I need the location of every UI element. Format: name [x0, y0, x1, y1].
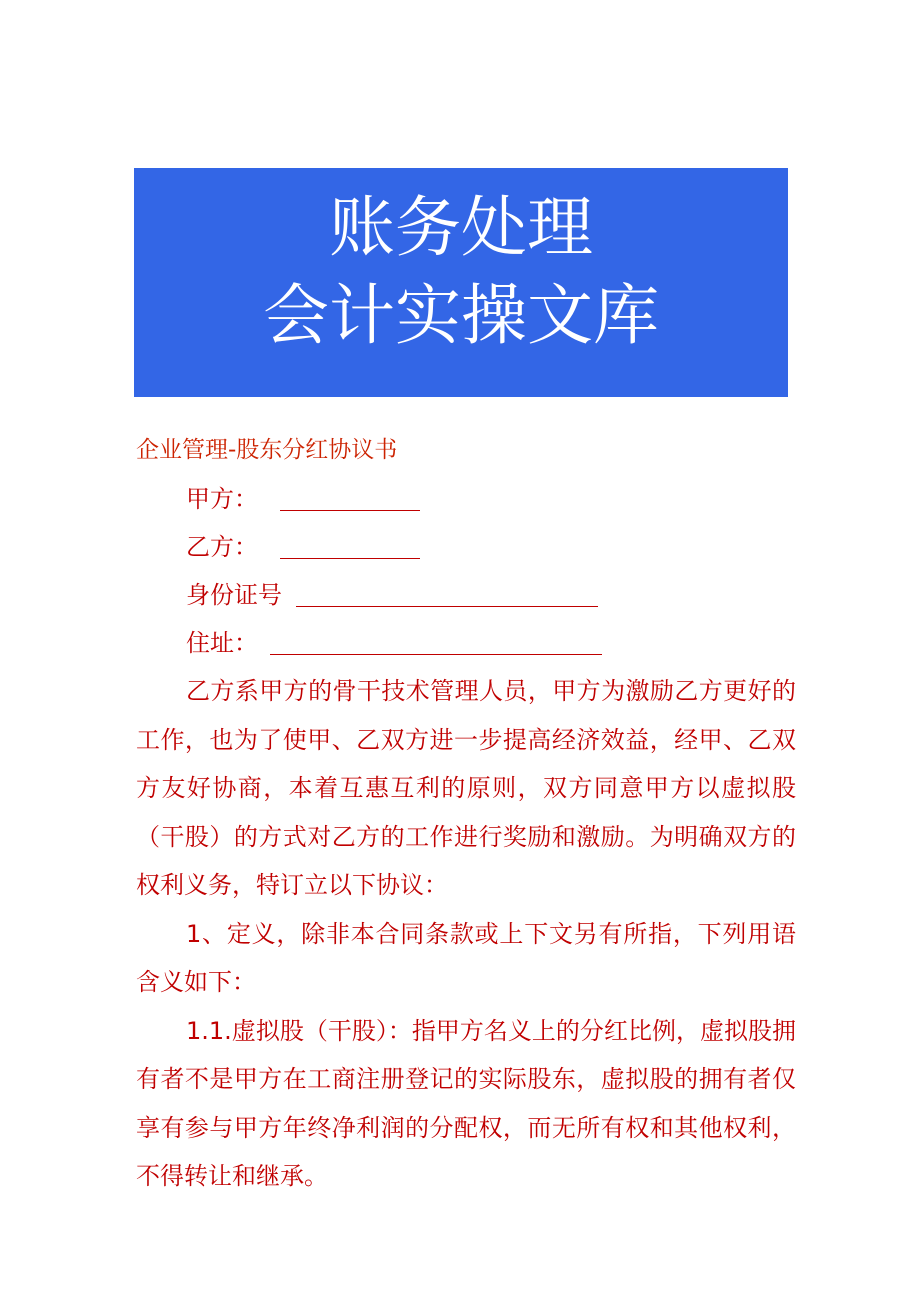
address-label: 住址： — [186, 629, 258, 657]
id-number-field — [136, 571, 796, 619]
party-b-field — [136, 523, 796, 571]
party-b-blank — [280, 528, 420, 559]
id-number-label: 身份证号 — [186, 581, 282, 609]
intro-paragraph: 乙方系甲方的骨干技术管理人员，甲方为激励乙方更好的工作，也为了使甲、乙双方进一步提高经济效益，经甲、乙双方友好协商，本着互惠互利的原则，双方同意甲方以虚拟股（干股）的方式对乙方的工作进行奖励和激励。为明确双方的权利义务，特订立以下协议： — [136, 677, 796, 899]
address-blank — [270, 624, 602, 655]
address-field — [136, 619, 796, 667]
virtual-share-paragraph: 1.1.虚拟股（干股）：指甲方名义上的分红比例，虚拟股拥有者不是甲方在工商注册登记的实际股东，虚拟股的拥有者仅享有参与甲方年终净利润的分配权，而无所有权和其他权利，不得转让和继承。 — [136, 1016, 796, 1190]
id-number-blank — [296, 576, 598, 607]
party-a-blank — [280, 480, 420, 511]
party-a-field — [136, 475, 796, 523]
definition-paragraph: 1、定义，除非本合同条款或上下文另有所指，下列用语含义如下： — [136, 919, 796, 996]
banner-title-line-1: 账务处理 — [329, 189, 593, 266]
party-b-label: 乙方： — [186, 533, 258, 561]
banner-title-line-2: 会计实操文库 — [263, 277, 659, 354]
title-banner — [134, 168, 788, 397]
party-a-label: 甲方： — [186, 485, 258, 513]
document-subtitle: 企业管理-股东分红协议书 — [136, 437, 398, 463]
document-body — [136, 425, 796, 1201]
